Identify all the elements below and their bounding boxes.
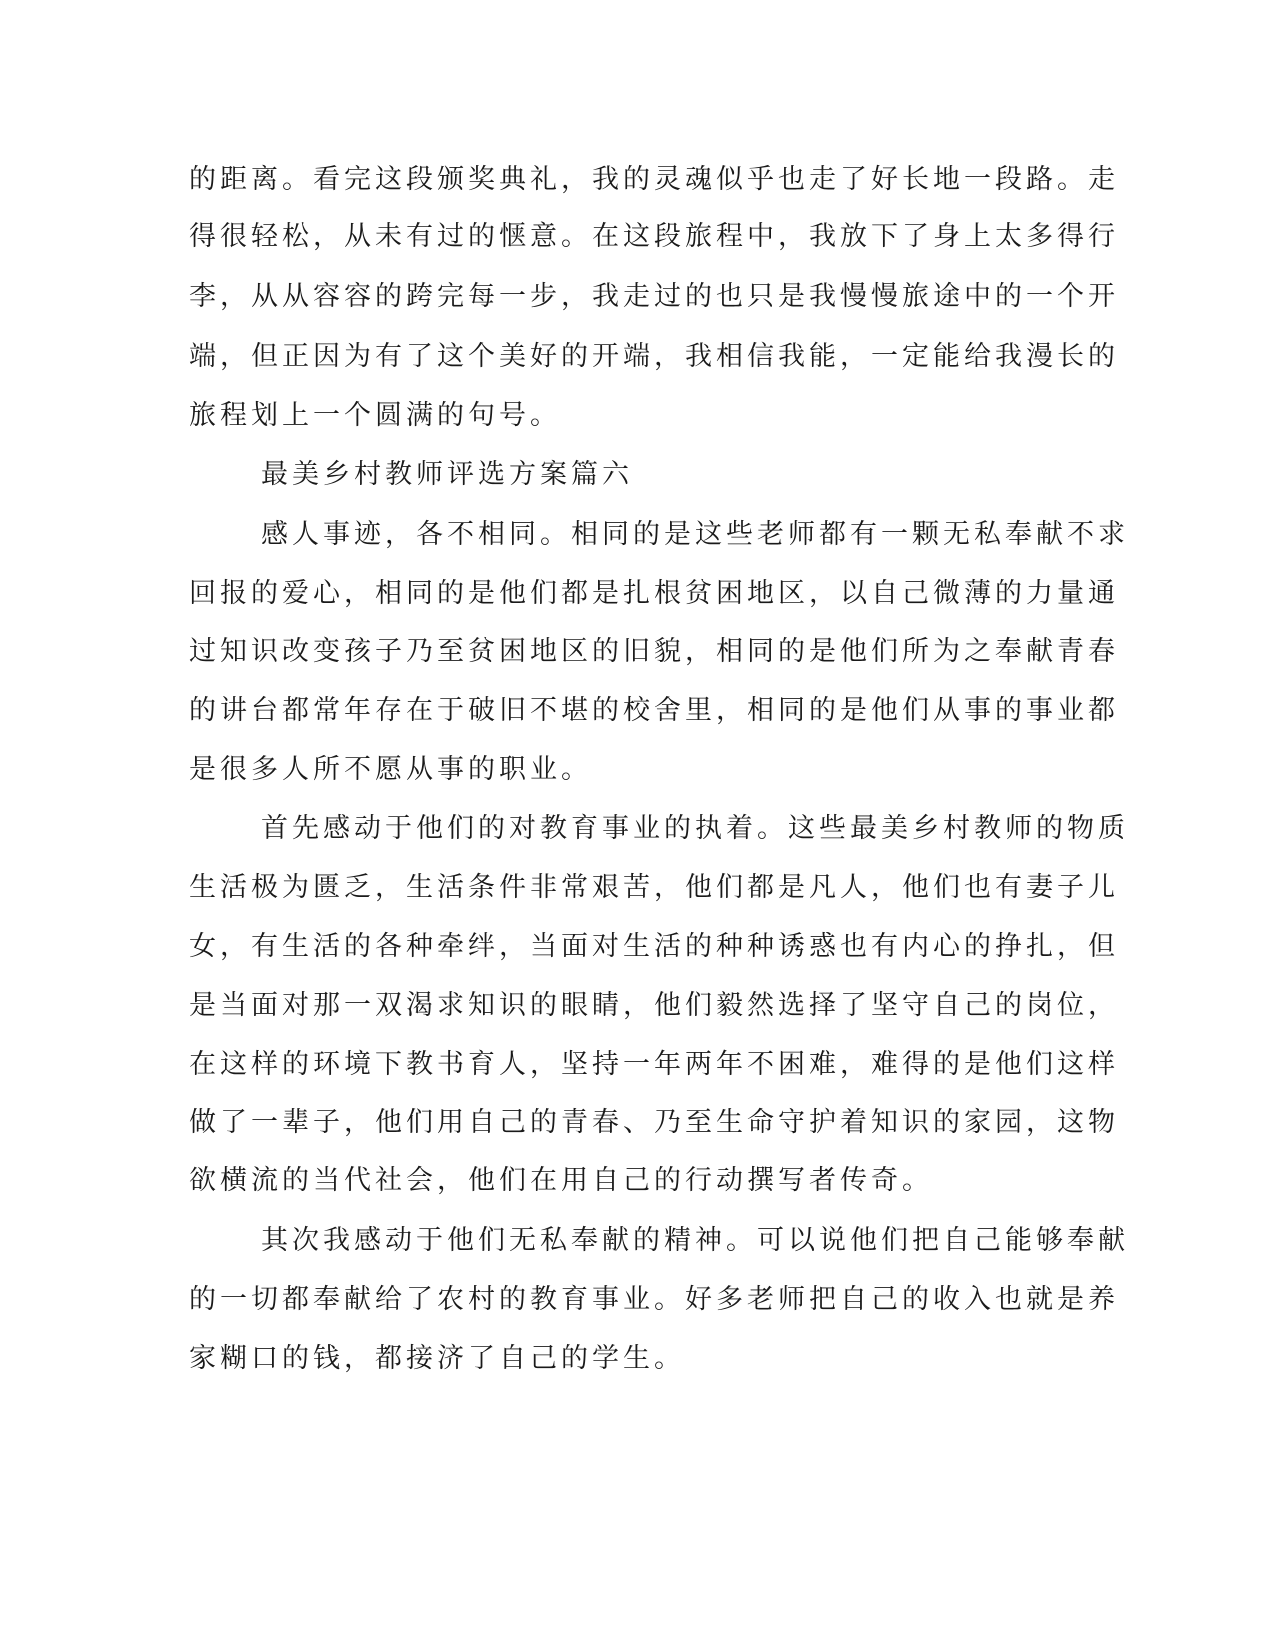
text-line: 是很多人所不愿从事的职业。	[189, 754, 592, 785]
text-line: 是当面对那一双渴求知识的眼睛，他们毅然选择了坚守自己的岗位，	[189, 990, 1119, 1021]
text-line: 过知识改变孩子乃至贫困地区的旧貌，相同的是他们所为之奉献青春	[189, 636, 1119, 667]
text-line: 回报的爱心，相同的是他们都是扎根贫困地区，以自己微薄的力量通	[189, 578, 1119, 609]
text-line: 的距离。看完这段颁奖典礼，我的灵魂似乎也走了好长地一段路。走	[189, 164, 1119, 195]
text-line: 感人事迹，各不相同。相同的是这些老师都有一颗无私奉献不求	[261, 519, 1129, 550]
text-line: 李，从从容容的跨完每一步，我走过的也只是我慢慢旅途中的一个开	[189, 281, 1119, 312]
text-line: 女，有生活的各种牵绊，当面对生活的种种诱惑也有内心的挣扎，但	[189, 931, 1119, 962]
text-line: 家糊口的钱，都接济了自己的学生。	[189, 1343, 685, 1374]
text-line: 的一切都奉献给了农村的教育事业。好多老师把自己的收入也就是养	[189, 1284, 1119, 1315]
text-line: 做了一辈子，他们用自己的青春、乃至生命守护着知识的家园，这物	[189, 1107, 1119, 1138]
text-line: 欲横流的当代社会，他们在用自己的行动撰写者传奇。	[189, 1165, 933, 1196]
text-line: 在这样的环境下教书育人，坚持一年两年不困难，难得的是他们这样	[189, 1049, 1119, 1080]
text-line: 的讲台都常年存在于破旧不堪的校舍里，相同的是他们从事的事业都	[189, 695, 1119, 726]
section-heading: 最美乡村教师评选方案篇六	[261, 459, 633, 490]
text-line: 首先感动于他们的对教育事业的执着。这些最美乡村教师的物质	[261, 813, 1129, 844]
text-line: 旅程划上一个圆满的句号。	[189, 400, 561, 431]
text-line: 其次我感动于他们无私奉献的精神。可以说他们把自己能够奉献	[261, 1225, 1129, 1256]
text-line: 端，但正因为有了这个美好的开端，我相信我能，一定能给我漫长的	[189, 341, 1119, 372]
text-line: 得很轻松，从未有过的惬意。在这段旅程中，我放下了身上太多得行	[189, 221, 1119, 252]
text-line: 生活极为匮乏，生活条件非常艰苦，他们都是凡人，他们也有妻子儿	[189, 872, 1119, 903]
